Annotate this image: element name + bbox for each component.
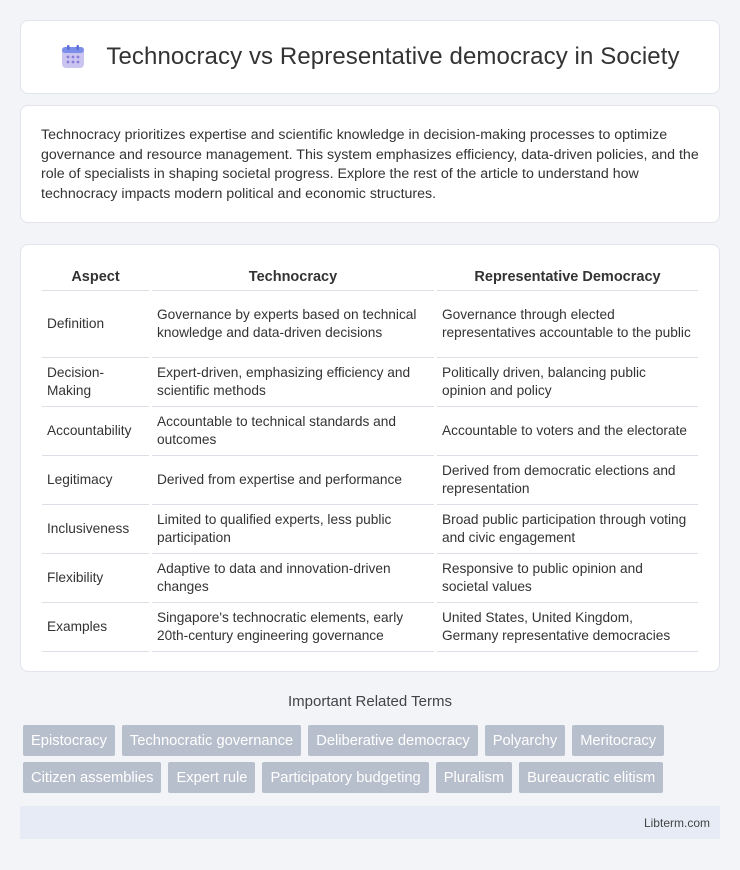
cell-technocracy: Adaptive to data and innovation-driven changes xyxy=(152,554,434,603)
cell-technocracy: Expert-driven, emphasizing efficiency and scientific methods xyxy=(152,358,434,407)
tag-citizen-assemblies[interactable]: Citizen assemblies xyxy=(23,762,161,793)
table-row xyxy=(42,456,698,505)
related-terms-tags xyxy=(23,725,723,799)
cell-representative-democracy: Broad public participation through voting and civic engagement xyxy=(437,505,698,554)
cell-aspect: Inclusiveness xyxy=(42,505,149,554)
page-title: Technocracy vs Representative democracy in Society xyxy=(106,43,680,70)
cell-representative-democracy: Accountable to voters and the electorate xyxy=(437,407,698,456)
column-header-technocracy: Technocracy xyxy=(152,265,434,291)
tag-polyarchy[interactable]: Polyarchy xyxy=(485,725,566,756)
column-header-representative-democracy: Representative Democracy xyxy=(437,265,698,291)
tag-bureaucratic-elitism[interactable]: Bureaucratic elitism xyxy=(519,762,663,793)
cell-aspect: Definition xyxy=(42,291,149,358)
cell-aspect: Flexibility xyxy=(42,554,149,603)
cell-technocracy: Accountable to technical standards and outcomes xyxy=(152,407,434,456)
tag-pluralism[interactable]: Pluralism xyxy=(436,762,512,793)
table-header-row xyxy=(42,265,698,291)
header-card xyxy=(20,20,720,94)
cell-representative-democracy: Politically driven, balancing public opinion and policy xyxy=(437,358,698,407)
intro-text: Technocracy prioritizes expertise and scientific knowledge in decision-making processes to optimize governance and resource management. This system emphasizes efficiency, data-driven policies, and the role of specialists in shaping societal progress. Explore the rest of the article to understand how technocracy impacts modern political and economic structures. xyxy=(41,127,699,202)
cell-representative-democracy: Responsive to public opinion and societal values xyxy=(437,554,698,603)
cell-aspect: Accountability xyxy=(42,407,149,456)
related-terms-title: Important Related Terms xyxy=(288,693,452,710)
cell-aspect: Legitimacy xyxy=(42,456,149,505)
cell-aspect: Decision-Making xyxy=(42,358,149,407)
footer xyxy=(20,806,720,839)
tag-participatory-budgeting[interactable]: Participatory budgeting xyxy=(262,762,428,793)
column-header-aspect: Aspect xyxy=(42,265,149,291)
table-row xyxy=(42,358,698,407)
footer-site-link[interactable]: Libterm.com xyxy=(643,815,710,830)
cell-representative-democracy: United States, United Kingdom, Germany representative democracies xyxy=(437,603,698,652)
cell-technocracy: Derived from expertise and performance xyxy=(152,456,434,505)
table-row xyxy=(42,554,698,603)
cell-technocracy: Governance by experts based on technical knowledge and data-driven decisions xyxy=(152,291,434,358)
table-row xyxy=(42,603,698,652)
tag-deliberative-democracy[interactable]: Deliberative democracy xyxy=(308,725,477,756)
cell-technocracy: Limited to qualified experts, less public participation xyxy=(152,505,434,554)
table-row xyxy=(42,291,698,358)
comparison-table xyxy=(39,265,701,652)
intro-card xyxy=(20,105,720,223)
comparison-table-card xyxy=(20,244,720,672)
cell-technocracy: Singapore's technocratic elements, early 20th-century engineering governance xyxy=(152,603,434,652)
tag-expert-rule[interactable]: Expert rule xyxy=(168,762,255,793)
cell-representative-democracy: Derived from democratic elections and representation xyxy=(437,456,698,505)
table-row xyxy=(42,407,698,456)
table-row xyxy=(42,505,698,554)
tag-meritocracy[interactable]: Meritocracy xyxy=(572,725,664,756)
cell-representative-democracy: Governance through elected representatives accountable to the public xyxy=(437,291,698,358)
tag-row xyxy=(23,725,723,756)
tag-row xyxy=(23,762,723,793)
tag-technocratic-governance[interactable]: Technocratic governance xyxy=(122,725,301,756)
tag-epistocracy[interactable]: Epistocracy xyxy=(23,725,115,756)
cell-aspect: Examples xyxy=(42,603,149,652)
calendar-icon xyxy=(60,44,86,70)
